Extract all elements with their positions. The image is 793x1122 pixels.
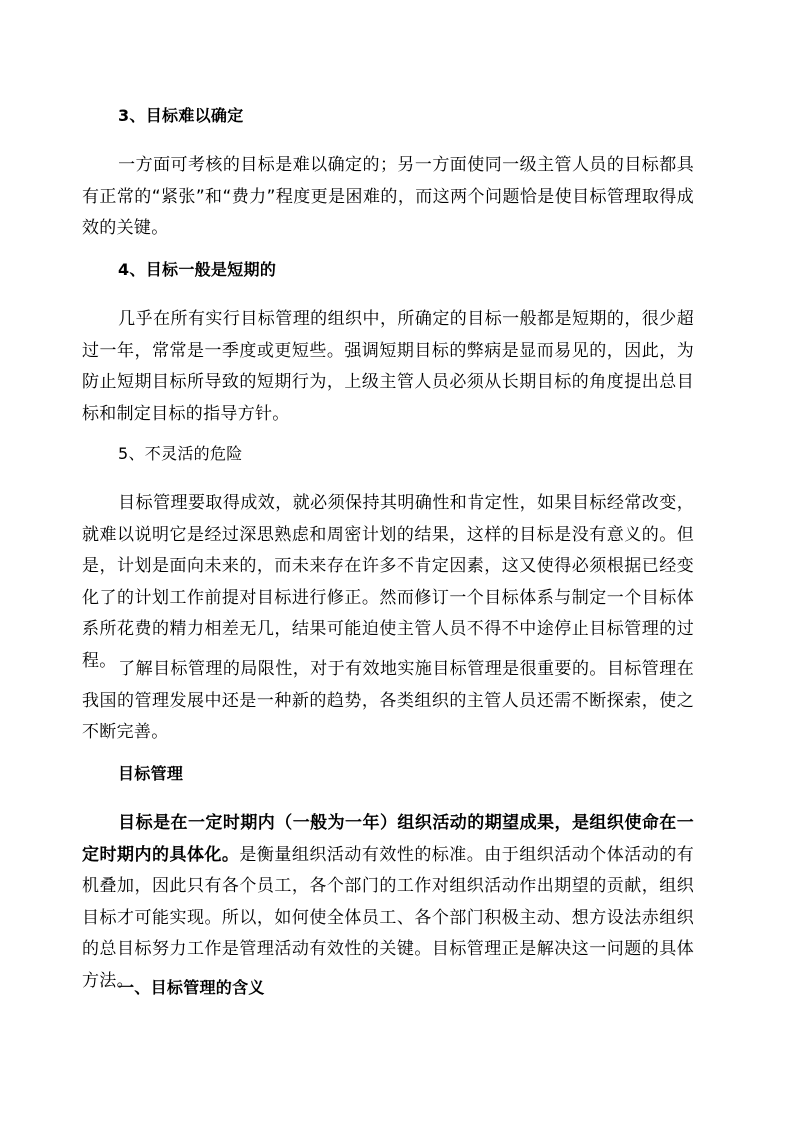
heading-4-text: 4、目标一般是短期的 — [118, 260, 277, 279]
heading-3 — [118, 104, 693, 128]
paragraph-3 — [82, 150, 694, 245]
paragraph-4 — [82, 304, 694, 430]
paragraph-summary-text: 了解目标管理的局限性，对于有效地实施目标管理是很重要的。目标管理在我国的管理发展中还是一种新的趋势，各类组织的主管人员还需不断探索，使之不断完善。 — [82, 659, 694, 742]
heading-meaning-text: 一、目标管理的含义 — [118, 978, 265, 997]
heading-3-text: 3、目标难以确定 — [118, 106, 244, 125]
paragraph-3-text: 一方面可考核的目标是难以确定的；另一方面使同一级主管人员的目标都具有正常的“紧张”和“费力”程度更是困难的，而这两个问题恰是使目标管理取得成效的关键。 — [82, 155, 694, 238]
heading-5 — [118, 442, 693, 466]
heading-4 — [118, 258, 693, 282]
paragraph-summary — [82, 654, 694, 749]
heading-meaning — [118, 976, 693, 1000]
paragraph-mbo-bold: 目标是在一定时期内（一般为一年）组织活动的期望成果，是组织使命在一定时期内的具体化。 — [82, 813, 694, 865]
heading-mbo-text: 目标管理 — [118, 764, 184, 783]
heading-mbo — [118, 762, 693, 786]
paragraph-mbo — [82, 808, 694, 997]
paragraph-5-text: 目标管理要取得成效，就必须保持其明确性和肯定性，如果目标经常改变，就难以说明它是经过深思熟虑和周密计划的结果，这样的目标是没有意义的。但是，计划是面向未来的，而未来存在许多不肯定因素，这又使得必须根据已经变化了的计划工作前提对目标进行修正。然而修订一个目标体系与制定一个目标体系所花费的精力相差无几，结果可能迫使主管人员不得不中途停止目标管理的过程。 — [82, 493, 694, 671]
heading-5-text: 5、不灵活的危险 — [118, 444, 243, 463]
paragraph-mbo-rest: 是衡量组织活动有效性的标准。由于组织活动个体活动的有机叠加，因此只有各个员工，各个部门的工作对组织活动作出期望的贡献，组织目标才可能实现。所以，如何使全体员工、各个部门积极主动、想方设法赤组织的总目标努力工作是管理活动有效性的关键。目标管理正是解决这一问题的具体方法。 — [82, 844, 694, 991]
paragraph-4-text: 几乎在所有实行目标管理的组织中，所确定的目标一般都是短期的，很少超过一年，常常是一季度或更短些。强调短期目标的弊病是显而易见的，因此，为防止短期目标所导致的短期行为，上级主管人员必须从长期目标的角度提出总目标和制定目标的指导方针。 — [82, 309, 694, 424]
paragraph-5 — [82, 488, 694, 677]
